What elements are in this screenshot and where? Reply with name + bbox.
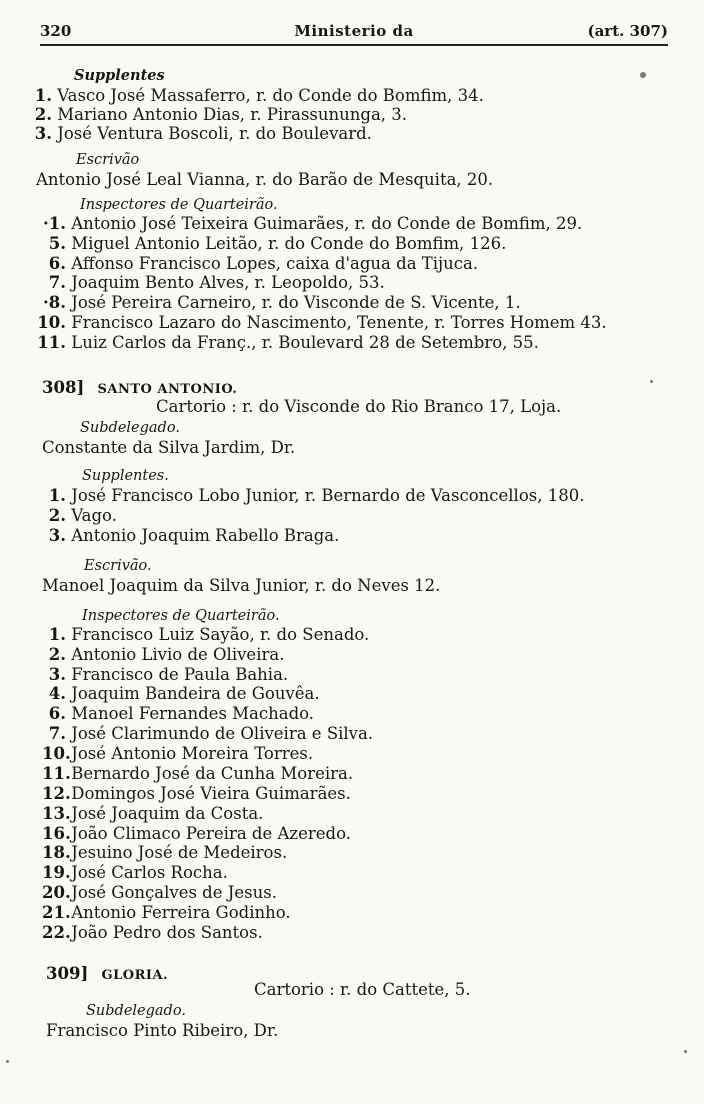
list-item: 1. Francisco Luiz Sayão, r. do Senado. bbox=[48, 625, 370, 644]
heading-supplentes-1: Supplentes bbox=[74, 67, 165, 84]
print-speck bbox=[640, 72, 646, 78]
list-item: 13. José Joaquim da Costa. bbox=[42, 804, 264, 823]
list-item: 10. José Antonio Moreira Torres. bbox=[42, 744, 314, 763]
list-item: 1. Vasco José Massaferro, r. do Conde do Bomfim, 34. bbox=[34, 86, 484, 105]
heading-escrivao-308: Escrivão. bbox=[84, 558, 152, 574]
list-item: 11. Luiz Carlos da Franç., r. Boulevard 28 de Setembro, 55. bbox=[37, 333, 539, 352]
section-308-header: 308] SANTO ANTONIO. bbox=[42, 378, 238, 397]
list-item: 6. Manoel Fernandes Machado. bbox=[48, 704, 315, 723]
escrivao-entry: Antonio José Leal Vianna, r. do Barão de Mesquita, 20. bbox=[36, 170, 494, 189]
header-rule bbox=[40, 44, 668, 46]
heading-subdelegado-309: Subdelegado. bbox=[86, 1003, 186, 1019]
list-item: 19. José Carlos Rocha. bbox=[42, 863, 228, 882]
list-item: 2. Vago. bbox=[48, 506, 117, 525]
list-item: 2. Antonio Livio de Oliveira. bbox=[48, 645, 285, 664]
list-item: 10. Francisco Lazaro do Nascimento, Tenente, r. Torres Homem 43. bbox=[37, 313, 607, 332]
print-speck bbox=[650, 380, 653, 383]
list-item: 3. Antonio Joaquim Rabello Braga. bbox=[48, 526, 340, 545]
page-header bbox=[40, 22, 668, 42]
cartorio-308: Cartorio : r. do Visconde do Rio Branco 17, Loja. bbox=[156, 397, 562, 416]
list-item: 1. José Francisco Lobo Junior, r. Bernardo de Vasconcellos, 180. bbox=[48, 486, 585, 505]
print-speck bbox=[684, 1050, 687, 1053]
page-number: 320 bbox=[40, 22, 72, 40]
list-item: 4. Joaquim Bandeira de Gouvêa. bbox=[48, 684, 320, 703]
section-309-header: 309] GLORIA. bbox=[46, 964, 169, 983]
subdelegado-309: Francisco Pinto Ribeiro, Dr. bbox=[46, 1021, 279, 1040]
heading-subdelegado-308: Subdelegado. bbox=[80, 420, 180, 436]
heading-inspectores-1: Inspectores de Quarteirão. bbox=[80, 197, 278, 213]
list-item: 2. Mariano Antonio Dias, r. Pirassununga, 3. bbox=[34, 105, 408, 124]
list-item: 22. João Pedro dos Santos. bbox=[42, 923, 263, 942]
list-item: ·8. José Pereira Carneiro, r. do Visconde de S. Vicente, 1. bbox=[43, 293, 521, 312]
list-item: 18. Jesuino José de Medeiros. bbox=[42, 843, 288, 862]
list-item: 5. Miguel Antonio Leitão, r. do Conde do Bomfim, 126. bbox=[48, 234, 507, 253]
list-item: 6. Affonso Francisco Lopes, caixa d'agua da Tijuca. bbox=[48, 254, 479, 273]
list-item: 3. Francisco de Paula Bahia. bbox=[48, 665, 289, 684]
escrivao-308: Manoel Joaquim da Silva Junior, r. do Neves 12. bbox=[42, 576, 441, 595]
list-item: 21. Antonio Ferreira Godinho. bbox=[42, 903, 291, 922]
heading-escrivao-1: Escrivão bbox=[76, 152, 140, 168]
running-title: Ministerio da bbox=[294, 22, 414, 40]
heading-supplentes-308: Supplentes. bbox=[82, 468, 169, 484]
cartorio-309: Cartorio : r. do Cattete, 5. bbox=[254, 980, 471, 999]
list-item: 12. Domingos José Vieira Guimarães. bbox=[42, 784, 351, 803]
list-item: 7. José Clarimundo de Oliveira e Silva. bbox=[48, 724, 374, 743]
list-item: 3. José Ventura Boscoli, r. do Boulevard. bbox=[34, 124, 372, 143]
list-item: 11. Bernardo José da Cunha Moreira. bbox=[42, 764, 354, 783]
list-item: 16. João Climaco Pereira de Azeredo. bbox=[42, 824, 351, 843]
heading-inspectores-308: Inspectores de Quarteirão. bbox=[82, 608, 280, 624]
list-item: 7. Joaquim Bento Alves, r. Leopoldo, 53. bbox=[48, 273, 385, 292]
print-speck bbox=[6, 1060, 9, 1063]
list-item: 20. José Gonçalves de Jesus. bbox=[42, 883, 277, 902]
article-reference: (art. 307) bbox=[587, 22, 668, 40]
subdelegado-308: Constante da Silva Jardim, Dr. bbox=[42, 438, 296, 457]
list-item: ·1. Antonio José Teixeira Guimarães, r. do Conde de Bomfim, 29. bbox=[43, 214, 583, 233]
